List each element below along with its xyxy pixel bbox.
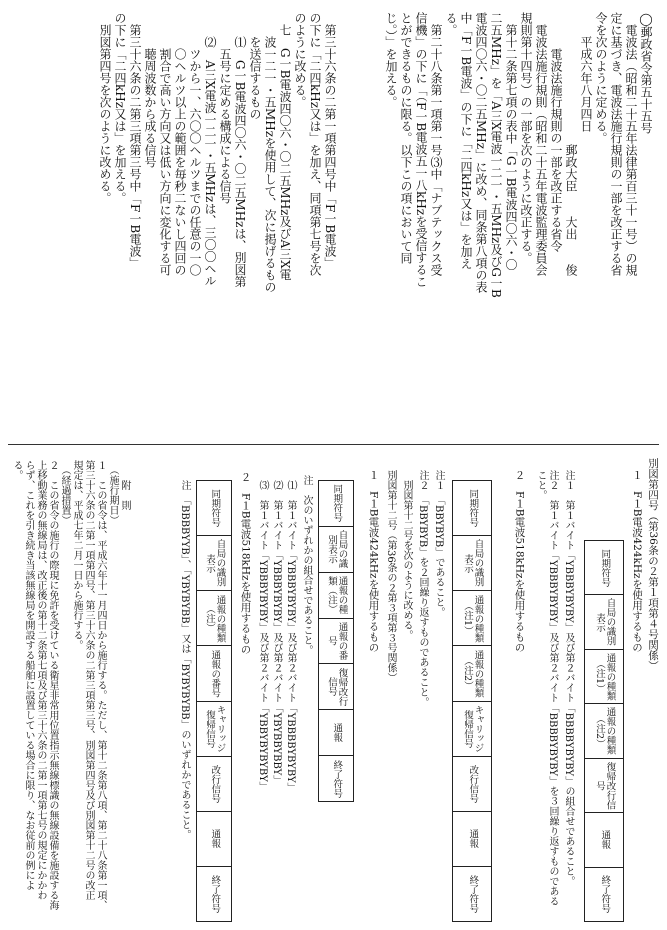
text-line: （経過措置） xyxy=(59,460,70,525)
text-line: 〇ヘルツ以上の範囲を毎秒二ないし四回の xyxy=(173,12,187,276)
text-line: 規則第十四号）の一部を次のように改正する。 xyxy=(519,12,533,264)
figure4-item2: ２ F１B電波518kHzを使用するもの xyxy=(513,470,526,653)
table-cell: 終了符号 xyxy=(331,759,343,798)
table-cell: 通報 xyxy=(319,710,353,756)
figure4-table-a xyxy=(584,540,624,922)
table-cell: 通報の種類（注） xyxy=(319,573,353,619)
figure4-title: 別図第四号（第36条の２第１項第４号関係） xyxy=(647,458,659,671)
text-line: 電波法施行規則の一部を改正する省令 xyxy=(549,12,563,252)
text-line: 中「F一B電波」の下に「二四kHz又は」を加え xyxy=(459,12,473,270)
text-line: 平成六年八月四日 xyxy=(579,12,593,132)
text-line: 第十二条第七項の表中「G一B電波四〇六・〇 xyxy=(504,12,518,271)
text-line: 別図第四号を次のように改める。 xyxy=(98,12,112,204)
table-cell: 通報の番号 xyxy=(197,646,231,701)
figure12-intro: 別図第十二号を次のように改める。 xyxy=(401,470,412,640)
text-line: ◯郵政省令第五十五号 xyxy=(639,12,653,134)
table-cell: 改行信号 xyxy=(197,757,231,812)
figure12-combo1: ⑴ 第１バイト「YBBBYBYBY」及び第２バイト「YBBBBYBYBY」 xyxy=(285,480,296,793)
figure4-note1: 注１ 第１バイト「YBBBYBYBY」及び第２バイト「BBBBYBYBY」の組合せであること。 xyxy=(563,470,574,886)
text-line: じ。）」を加える。 xyxy=(384,12,398,108)
supplementary-provisions xyxy=(10,460,130,920)
text-line: 電波法（昭和二十五年法律第百三十一号）の規 xyxy=(624,12,638,276)
table-cell: 通報 xyxy=(585,813,623,867)
figure4-note4: 注２ 「BBYBYB」を２回繰り返すものであること。 xyxy=(417,470,428,708)
table-cell: 復帰改行信号 xyxy=(585,759,623,813)
table-cell: 通報の種類（注1） xyxy=(585,650,623,704)
text-line: ツから一、六〇〇ヘルツまでの任意の一〇 xyxy=(188,12,202,276)
text-line: る。 xyxy=(444,12,458,36)
text-line: 五号に定める構成による信号 xyxy=(218,12,232,204)
table-cell: 自局の識別表示 xyxy=(319,527,353,573)
table-cell: 同期符号 xyxy=(319,481,353,527)
text-line: 聴周波数から成る信号 xyxy=(143,12,157,168)
table-cell: 終了符号 xyxy=(599,875,611,914)
text-line: 第二十八条第一項第一号⑶中「ナブテックス受 xyxy=(429,12,443,276)
text-line: 信機」の下に「（F一B電波五一八kHzを受信するこ xyxy=(414,12,428,288)
ordinance-text-upper-right xyxy=(383,12,653,432)
text-line: 第三十六条の二第三項第三号中「F一B電波」 xyxy=(128,12,142,270)
table-cell: 自局の識別表示 xyxy=(197,536,231,591)
figure12-table-a xyxy=(318,480,354,802)
text-line: る。 xyxy=(11,460,22,480)
text-line: 七 G一B電波四〇六・〇二五MHz及びA三X電 xyxy=(278,12,292,281)
table-cell: 自局の識別表示 xyxy=(585,595,623,649)
table-cell: 通報の種類（注） xyxy=(197,591,231,646)
table-cell: キャリッジ復帰信号 xyxy=(453,702,491,757)
text-line: 割合で高い方向又は低い方向に変化する可 xyxy=(158,12,172,276)
figure12-note: 注 次のいずれかの組合せであること。 xyxy=(301,475,312,655)
text-line: 第三十六条の二第一項第四号中「F一B電波」 xyxy=(323,12,337,270)
text-line: ⑴ G一B電波四〇六・〇二五MHzは、別図第 xyxy=(233,12,247,288)
section-divider xyxy=(8,444,659,445)
ordinance-text-upper-left xyxy=(97,12,337,432)
text-line: 波一二一・五MHzを使用して、次に掲げるもの xyxy=(263,12,277,294)
text-line: 規定は、平成七年二月一日から施行する。 xyxy=(71,460,82,650)
text-line: 定に基づき、電波法施行規則の一部を改正する省 xyxy=(609,12,623,276)
text-line: 電波法施行規則（昭和二十五年電波監理委員会 xyxy=(534,12,548,276)
table-cell: 終了符号 xyxy=(467,874,479,913)
figure4-item1: １ F１B電波424kHzを使用するもの xyxy=(631,470,643,653)
text-line: の下に「二四kHz又は」を加え、同項第七号を次 xyxy=(308,12,322,277)
table-cell: 同期符号 xyxy=(585,541,623,595)
table-cell: 改行信号 xyxy=(453,757,491,812)
text-line: を送信するもの xyxy=(248,12,262,120)
table-cell: 通報の番号 xyxy=(319,619,353,665)
table-cell: 通報 xyxy=(197,812,231,867)
table-cell: 復帰改行信号 xyxy=(319,664,353,710)
text-line: 第三十六条の二第一項第四号、第三十六条の二第三項第三号、別図第四号及び別図第十二号の改正 xyxy=(83,460,94,900)
text-line: のように改める。 xyxy=(293,12,307,108)
figure12-item1: １ F１B電波424kHzを使用するもの xyxy=(367,470,380,653)
figure4-table-b xyxy=(452,480,492,922)
text-line: 附 則 xyxy=(119,460,130,510)
text-line: とができるものに限る。以下この項において同 xyxy=(399,12,413,264)
table-cell: キャリッジ復帰信号 xyxy=(197,702,231,757)
table-cell: 同期符号 xyxy=(197,481,231,536)
table-cell: 終了符号 xyxy=(209,874,221,913)
figure4-note3: 注１ 「BBYBYB」であること。 xyxy=(433,470,444,618)
figure12-combo2: ⑵ 第１バイト「YBBBYBYBY」及び第２バイト「YBYBBYBBY」 xyxy=(271,480,282,786)
table-cell: 通報 xyxy=(453,812,491,867)
table-cell: 自局の識別表示 xyxy=(453,536,491,591)
text-line: 郵政大臣 大出 俊 xyxy=(564,12,578,276)
text-line: ２ この省令の施行の際現に免許を受けている衛星非常用位置指示無線標識の無線設備を施設する海 xyxy=(47,460,58,910)
text-line: 上移動業務の無線局は、改正後の第十二条第七項及び第三十六条の二第一項第七号の規定にかかわ xyxy=(35,460,46,900)
table-cell: 通報の種類（注2） xyxy=(453,646,491,701)
text-line: １ この省令は、平成六年十一月四日から施行する。ただし、第十二条第八項、第二十八条第一項、 xyxy=(95,460,106,910)
figure12-title: 別図第十二号（第36条の２第３項第３号関係） xyxy=(385,470,396,683)
text-line: 二五MHz」を「A三X電波一二一・五MHz及びG一B xyxy=(489,12,503,298)
text-line: 令を次のように定める。 xyxy=(594,12,608,144)
text-line: ⑵ A三X電波一二一・五MHzは、三〇〇ヘル xyxy=(203,12,217,287)
figure12-table-b xyxy=(196,480,232,922)
text-line: の下に「二四kHz又は」を加える。 xyxy=(113,12,127,205)
figure12-item2: ２ F１B電波518kHzを使用するもの xyxy=(239,472,252,655)
text-line: らず、これを引き続き当該無線局を開設する船舶に設置している場合に限り、なお従前の例によ xyxy=(23,460,34,890)
table-cell: 通報の種類（注2） xyxy=(585,704,623,758)
figure12-combo3: ⑶ 第１バイト「YBBBYBYBY」及び第２バイト「YBBYBYBYBY」 xyxy=(257,480,268,792)
table-cell: 同期符号 xyxy=(453,481,491,536)
text-line: （施行期日） xyxy=(107,460,118,525)
figure4-note2: 注２ 第１バイト「YBBBYBYBY」及び第２バイト「BBBBYBYBY」を３回繰り返すものであること。 xyxy=(535,470,558,906)
table-cell: 通報の種類（注1） xyxy=(453,591,491,646)
figure12-note-b: 注 「BBBBYYB」、「YBYBYBB」又は「BYBYBYBB」のいずれかであること。 xyxy=(179,480,190,840)
text-line: 電波四〇六・〇二五MHz」に改め、同条第八項の表 xyxy=(474,12,488,294)
